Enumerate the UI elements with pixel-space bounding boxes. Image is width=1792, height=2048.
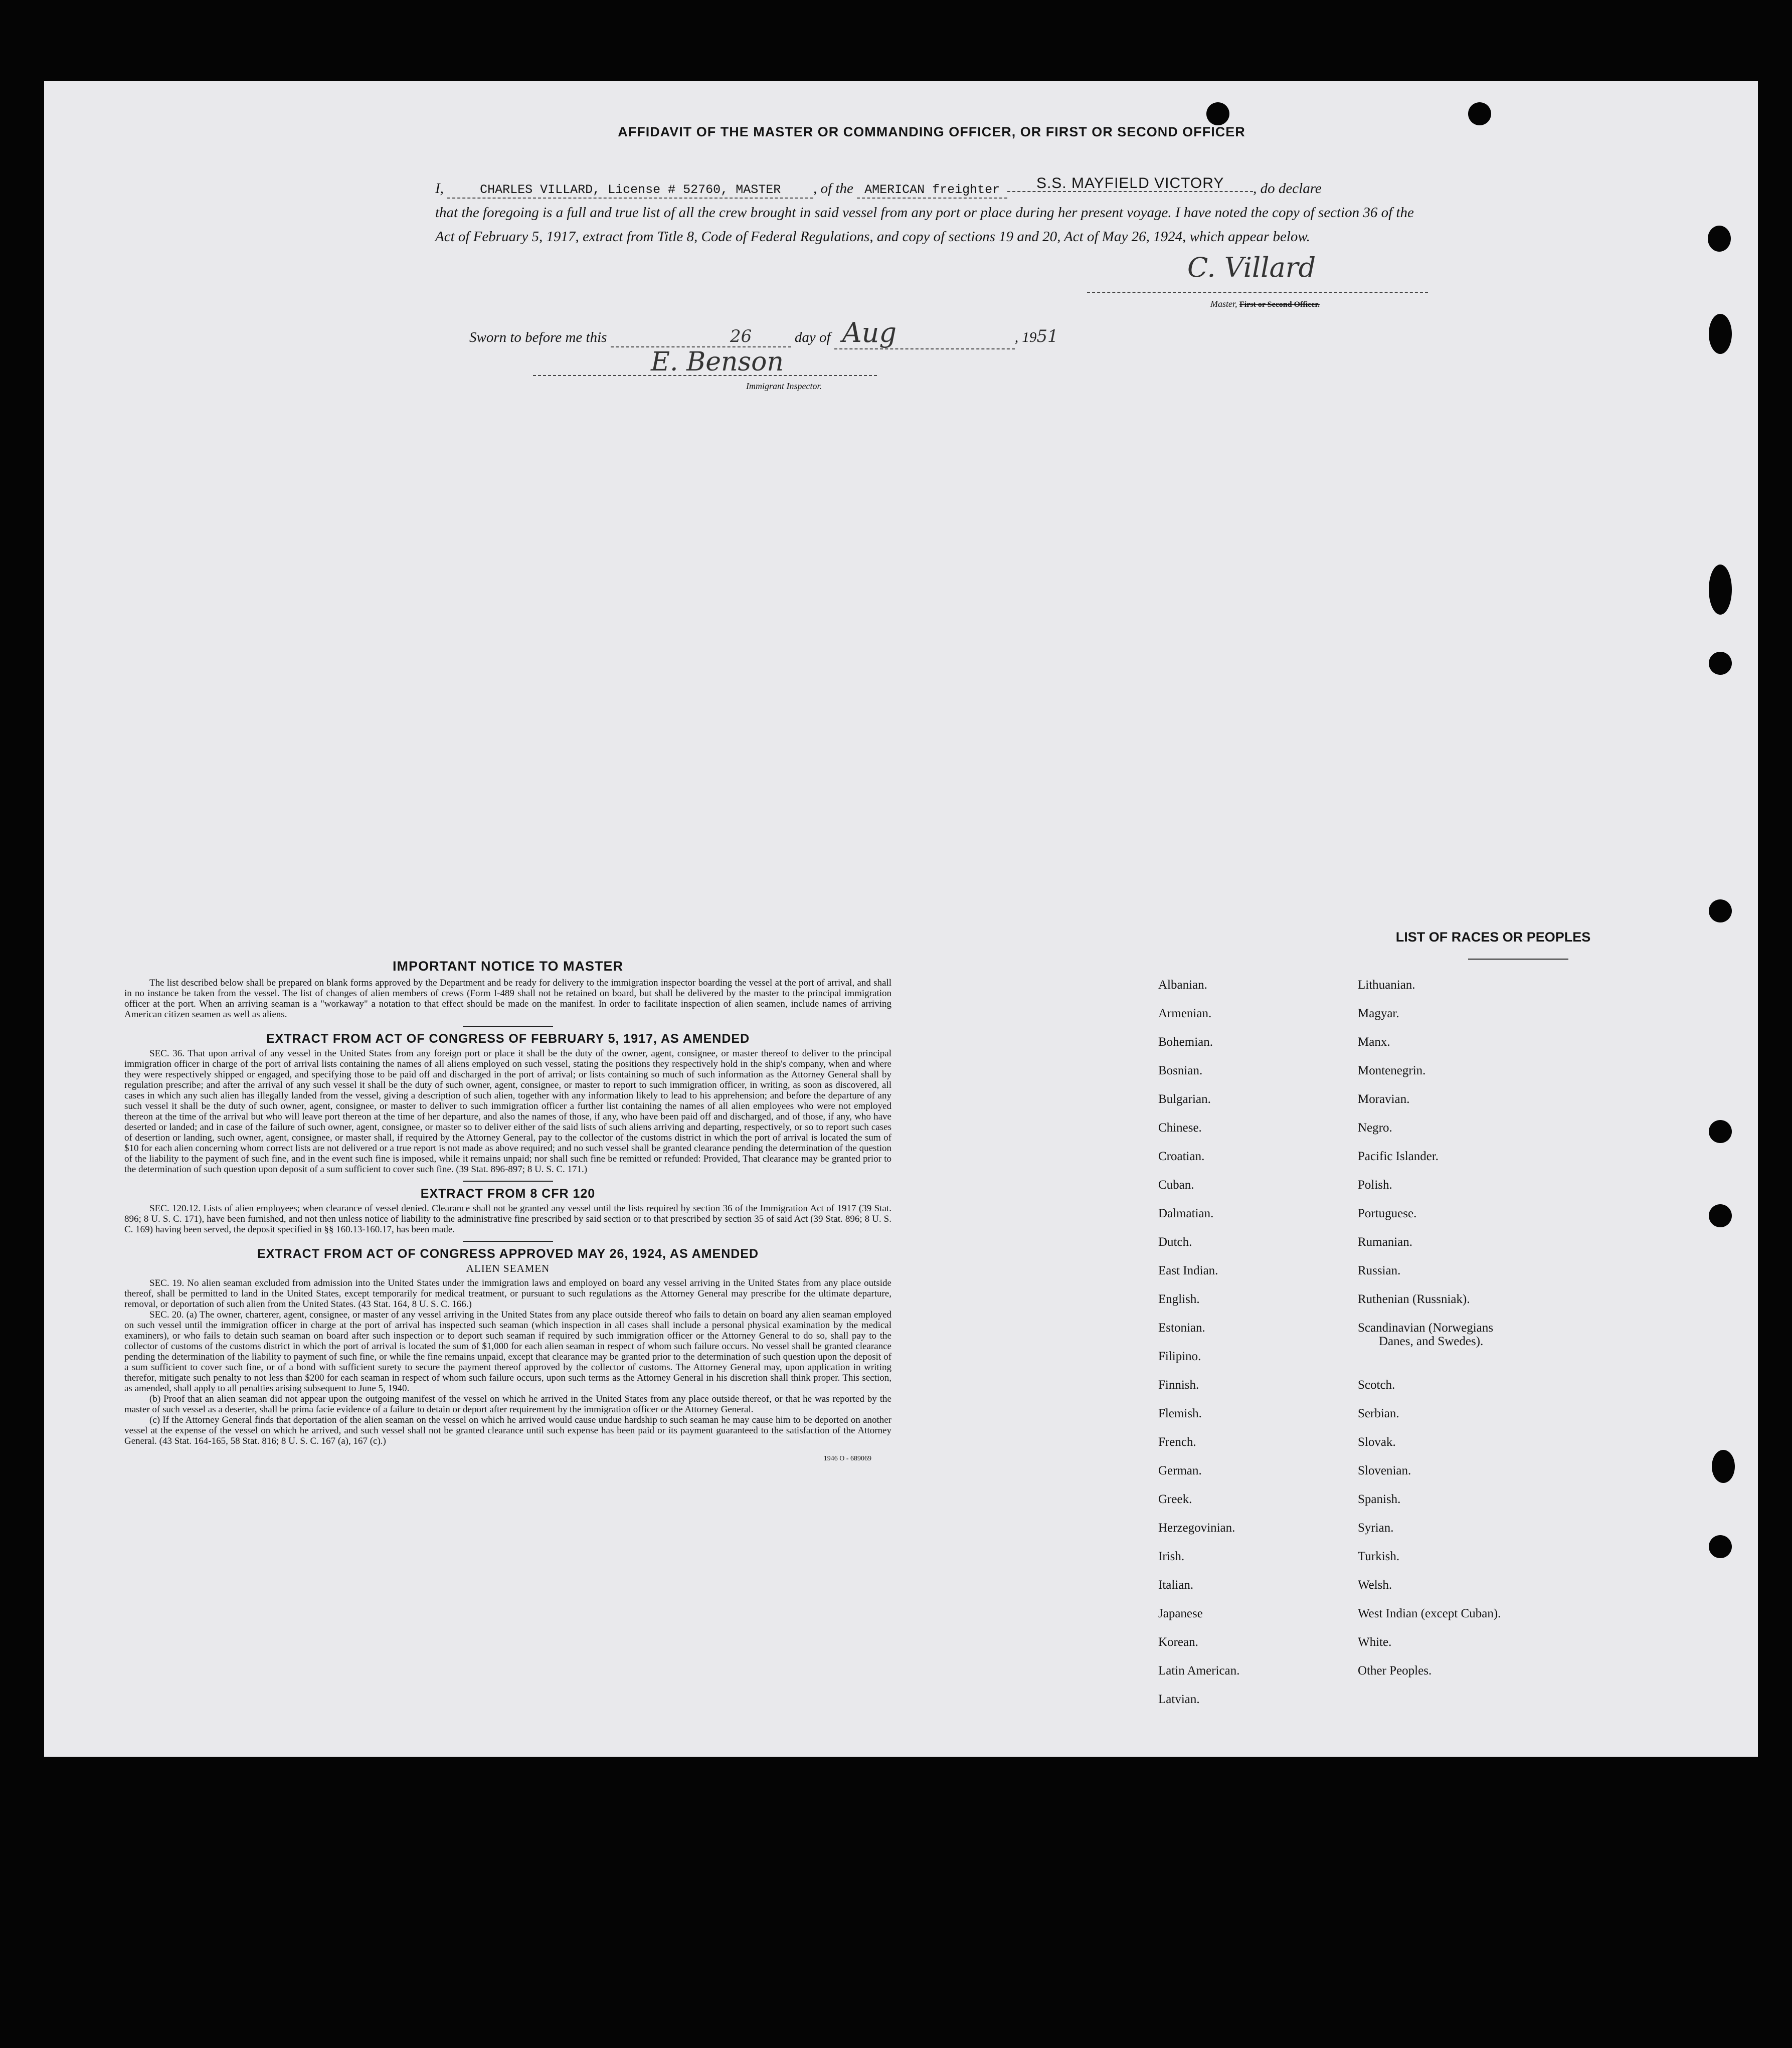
document-page xyxy=(44,81,1758,1757)
race-item: Dalmatian. xyxy=(1158,1207,1214,1220)
races-divider xyxy=(1468,959,1568,960)
race-item: Other Peoples. xyxy=(1358,1664,1432,1678)
race-item: Irish. xyxy=(1158,1550,1185,1563)
race-item: Herzegovinian. xyxy=(1158,1521,1235,1535)
divider xyxy=(463,1026,553,1027)
race-item: Dutch. xyxy=(1158,1235,1192,1249)
race-item: Moravian. xyxy=(1358,1092,1410,1106)
extract-1924-sec20b: (b) Proof that an alien seaman did not appear upon the outgoing manifest of the vessel on which he arrived in the United States from any place outside thereof, or that he was reported by the master of such vessel as a deserter, shall be prima facie evidence of a failure to detain or deport after requirement by the immigration officer or the Attorney General. xyxy=(124,1394,891,1415)
punch-hole xyxy=(1709,314,1732,354)
race-item: Greek. xyxy=(1158,1493,1192,1506)
extract-8cfr-title: EXTRACT FROM 8 CFR 120 xyxy=(420,1187,596,1201)
race-item: Japanese xyxy=(1158,1607,1203,1620)
affidavit-title: AFFIDAVIT OF THE MASTER OR COMMANDING OFFICER, OR FIRST OR SECOND OFFICER xyxy=(618,124,1245,139)
inspector-signature-line xyxy=(533,375,877,376)
extract-1917-title: EXTRACT FROM ACT OF CONGRESS OF FEBRUARY 5, 1917, AS AMENDED xyxy=(266,1032,750,1046)
race-item: Armenian. xyxy=(1158,1007,1212,1020)
race-item: English. xyxy=(1158,1292,1200,1306)
race-item: Scandinavian (Norwegians xyxy=(1358,1321,1494,1335)
race-item-continued: Danes, and Swedes). xyxy=(1379,1335,1484,1348)
race-item: Bulgarian. xyxy=(1158,1092,1211,1106)
declaration-paragraph xyxy=(435,176,1428,249)
punch-hole xyxy=(1709,899,1732,922)
sworn-lead: Sworn to before me this xyxy=(469,329,607,345)
master-signature-caption: Master, First or Second Officer. xyxy=(1210,299,1320,309)
race-item: Latin American. xyxy=(1158,1664,1240,1678)
extract-1924-title: EXTRACT FROM ACT OF CONGRESS APPROVED MAY 26, 1924, AS AMENDED xyxy=(257,1247,759,1261)
race-item: Welsh. xyxy=(1358,1578,1392,1592)
notice-body: The list described below shall be prepared on blank forms approved by the Department and be ready for delivery to the immigration inspector boarding the vessel at the port of arrival, and shall in no instance be taken from the vessel. The list of changes of alien members of crews (Form I-489 shall not be retained on board, but shall be delivered by the master to the principal immigration officer at the port. When an arriving seaman is a "workaway" a notation to that effect should be made on the manifest. In order to facilitate inspection of alien seamen, include names of arriving American citizen seamen as well as aliens. xyxy=(124,978,891,1020)
race-item: German. xyxy=(1158,1464,1202,1477)
race-item: French. xyxy=(1158,1435,1196,1449)
race-item: Italian. xyxy=(1158,1578,1194,1592)
race-item: Spanish. xyxy=(1358,1493,1401,1506)
divider xyxy=(463,1241,553,1242)
race-item: White. xyxy=(1358,1635,1392,1649)
race-item: Albanian. xyxy=(1158,978,1207,992)
punch-hole xyxy=(1206,102,1229,125)
divider xyxy=(463,1181,553,1182)
sworn-year: 51 xyxy=(1036,326,1058,346)
vessel-type-field: AMERICAN freighter xyxy=(857,182,1007,199)
sworn-line xyxy=(469,317,1058,349)
inspector-signature: E. Benson xyxy=(651,347,784,377)
important-notice xyxy=(124,961,891,1464)
race-item: Filipino. xyxy=(1158,1350,1201,1363)
race-item: Finnish. xyxy=(1158,1378,1199,1392)
sworn-month-field: Aug xyxy=(834,317,1015,349)
extract-1924-sec20c: (c) If the Attorney General finds that deportation of the alien seaman on the vessel on which he arrived would cause undue hardship to such seaman he may cause him to be deported on another vessel at the expense of the vessel on which he arrived, and such vessel shall not be granted clearance until such expense has been paid or its payment guaranteed to the satisfaction of the Attorney General. (43 Stat. 164-165, 58 Stat. 816; 8 U. S. C. 167 (a), 167 (c).) xyxy=(124,1415,891,1446)
extract-1924-sec19: SEC. 19. No alien seaman excluded from admission into the United States under the immigration laws and employed on board any vessel arriving in the United States from any place outside thereof, shall be permitted to land in the United States, except temporarily for medical treatment, or pursuant to such regulations as the Attorney General may prescribe for the ultimate departure, removal, or deportation of such alien from the United States. (43 Stat. 164, 8 U. S. C. 166.) xyxy=(124,1278,891,1310)
vessel-name-stamp: S.S. MAYFIELD VICTORY xyxy=(1007,176,1253,192)
race-item: Korean. xyxy=(1158,1635,1198,1649)
sworn-day-field: 26 xyxy=(611,326,791,347)
race-item: Pacific Islander. xyxy=(1358,1150,1439,1163)
notice-title: IMPORTANT NOTICE TO MASTER xyxy=(393,959,623,974)
race-item: Bosnian. xyxy=(1158,1064,1203,1077)
day-of-label: day of xyxy=(794,329,831,345)
extract-8cfr-body: SEC. 120.12. Lists of alien employees; when clearance of vessel denied. Clearance shall not be granted any vessel until the lists required by section 36 of the Immigration Act of 1917 (39 Stat. 896; 8 U. S. C. 171), have been furnished, and not then unless notice of liability to the administrative fine prescribed by said section or to that prescribed by section 35 of said Act (39 Stat. 896; 8 U. S. C. 169) having been served, the deposit specified in §§ 160.13-160.17, has been made. xyxy=(124,1203,891,1235)
race-item: East Indian. xyxy=(1158,1264,1218,1277)
race-item: Magyar. xyxy=(1358,1007,1399,1020)
punch-hole xyxy=(1712,1450,1735,1483)
declaration-do-declare: , do declare xyxy=(1253,180,1322,197)
struck-officer-text: First or Second Officer. xyxy=(1239,300,1320,309)
print-code: 1946 O - 689069 xyxy=(823,1455,871,1462)
alien-seamen-subtitle: ALIEN SEAMEN xyxy=(466,1262,550,1274)
race-item: Croatian. xyxy=(1158,1150,1205,1163)
race-item: Cuban. xyxy=(1158,1178,1194,1192)
race-item: Latvian. xyxy=(1158,1693,1200,1706)
punch-hole xyxy=(1708,226,1731,252)
master-signature: C. Villard xyxy=(1187,252,1316,283)
race-item: Lithuanian. xyxy=(1358,978,1415,992)
declaration-body: that the foregoing is a full and true list of all the crew brought in said vessel from any port or place during her present voyage. I have noted the copy of section 36 of the Act of February 5, 1917, extract from Title 8, Code of Federal Regulations, and copy of sections 19 and 20, Act of May 26, 1924, which appear below. xyxy=(435,205,1414,245)
race-item: Slovak. xyxy=(1358,1435,1396,1449)
master-name-field: CHARLES VILLARD, License # 52760, MASTER xyxy=(447,182,813,199)
race-item: Turkish. xyxy=(1358,1550,1400,1563)
punch-hole xyxy=(1709,565,1732,615)
race-item: Flemish. xyxy=(1158,1407,1202,1420)
punch-hole xyxy=(1709,1120,1732,1143)
race-item: Manx. xyxy=(1358,1035,1390,1049)
race-item: Ruthenian (Russniak). xyxy=(1358,1292,1470,1306)
race-item: West Indian (except Cuban). xyxy=(1358,1607,1501,1620)
race-item: Russian. xyxy=(1358,1264,1401,1277)
extract-1924-sec20a: SEC. 20. (a) The owner, charterer, agent, consignee, or master of any vessel arriving in the United States from any place outside thereof who fails to detain on board any alien seaman employed on such vessel until the immigration officer in charge at the port of arrival has inspected such seaman (which inspection in all cases shall include a personal physical examination by the medical examiners), or who fails to detain such seaman on board after such inspection or to deport such seaman if required by such immigration officer or the Attorney General to do so, shall pay to the collector of customs of the customs district in which the port of arrival is located the sum of $1,000 for each alien seaman in respect of whom such failure occurs. No vessel shall be granted clearance pending the determination of the liability to payment of such fine, or while the fine remains unpaid, except that clearance may be granted prior to the determination of such question upon the deposit of a sum sufficient to cover such fine, or of a bond with sufficient surety to secure the payment thereof approved by the collector of customs. The Attorney General may, upon application in writing therefor, mitigate such penalty to not less than $200 for each seaman in respect of whom such failure occurs, upon such terms as the Attorney General in his discretion shall think proper. This section, as amended, shall apply to all penalties arising subsequent to June 5, 1940. xyxy=(124,1310,891,1394)
race-item: Montenegrin. xyxy=(1358,1064,1426,1077)
punch-hole xyxy=(1709,1535,1732,1558)
inspector-caption: Immigrant Inspector. xyxy=(746,381,822,391)
extract-1917-body: SEC. 36. That upon arrival of any vessel in the United States from any foreign port or place it shall be the duty of the owner, agent, consignee, or master thereof to deliver to the principal immigration officer in charge of the port of arrival lists containing the names of all aliens employed on such vessel, stating the positions they respectively hold in the ship's company, when and where they were respectively shipped or engaged, and specifying those to be paid off and discharged in the port of arrival; or lists containing so much of such information as the Attorney General shall by regulation prescribe; and after the arrival of any such vessel it shall be the duty of such owner, agent, consignee, or master to report to such immigration officer, in writing, as soon as discovered, all cases in which any such alien has illegally landed from the vessel, giving a description of such alien, together with any information likely to lead to his apprehension; and before the departure of any such vessel it shall be the duty of such owner, agent, consignee, or master to deliver to such immigration officer a further list containing the names of all alien employees who were not employed thereon at the time of the arrival but who will leave port thereon at the time of her departure, and also the names of those, if any, who have been paid off and discharged, and of those, if any, who have deserted or landed; and in case of the failure of such owner, agent, consignee, or master so to deliver either of the said lists of such aliens arriving and departing, respectively, or so to report such cases of desertion or landing, such owner, agent, consignee, or master shall, if required by the Attorney General, pay to the collector of the customs district in which the port of arrival is located the sum of $10 for each alien concerning whom correct lists are not delivered or a true report is not made as above required; and no such vessel shall be granted clearance pending the determination of the question of the liability to the payment of such fine, and in the event such fine is imposed, while it remains unpaid; nor shall such fine be remitted or refunded: Provided, That clearance may be granted prior to the determination of such question upon deposit of a sum sufficient to cover such fine. (39 Stat. 896-897; 8 U. S. C. 171.) xyxy=(124,1048,891,1175)
sworn-year-prefix: , 19 xyxy=(1014,329,1037,345)
race-item: Negro. xyxy=(1358,1121,1392,1135)
declaration-lead: I, xyxy=(435,180,444,197)
race-item: Bohemian. xyxy=(1158,1035,1213,1049)
race-item: Syrian. xyxy=(1358,1521,1394,1535)
master-signature-line xyxy=(1087,292,1428,293)
declaration-of-the: , of the xyxy=(813,180,853,197)
races-title: LIST OF RACES OR PEOPLES xyxy=(1395,929,1591,945)
race-item: Serbian. xyxy=(1358,1407,1399,1420)
race-item: Slovenian. xyxy=(1358,1464,1411,1477)
punch-hole xyxy=(1709,1204,1732,1227)
race-item: Chinese. xyxy=(1158,1121,1202,1135)
punch-hole xyxy=(1709,652,1732,675)
race-item: Rumanian. xyxy=(1358,1235,1413,1249)
race-item: Scotch. xyxy=(1358,1378,1395,1392)
race-item: Portuguese. xyxy=(1358,1207,1417,1220)
race-item: Polish. xyxy=(1358,1178,1392,1192)
punch-hole xyxy=(1468,102,1491,125)
race-item: Estonian. xyxy=(1158,1321,1205,1335)
